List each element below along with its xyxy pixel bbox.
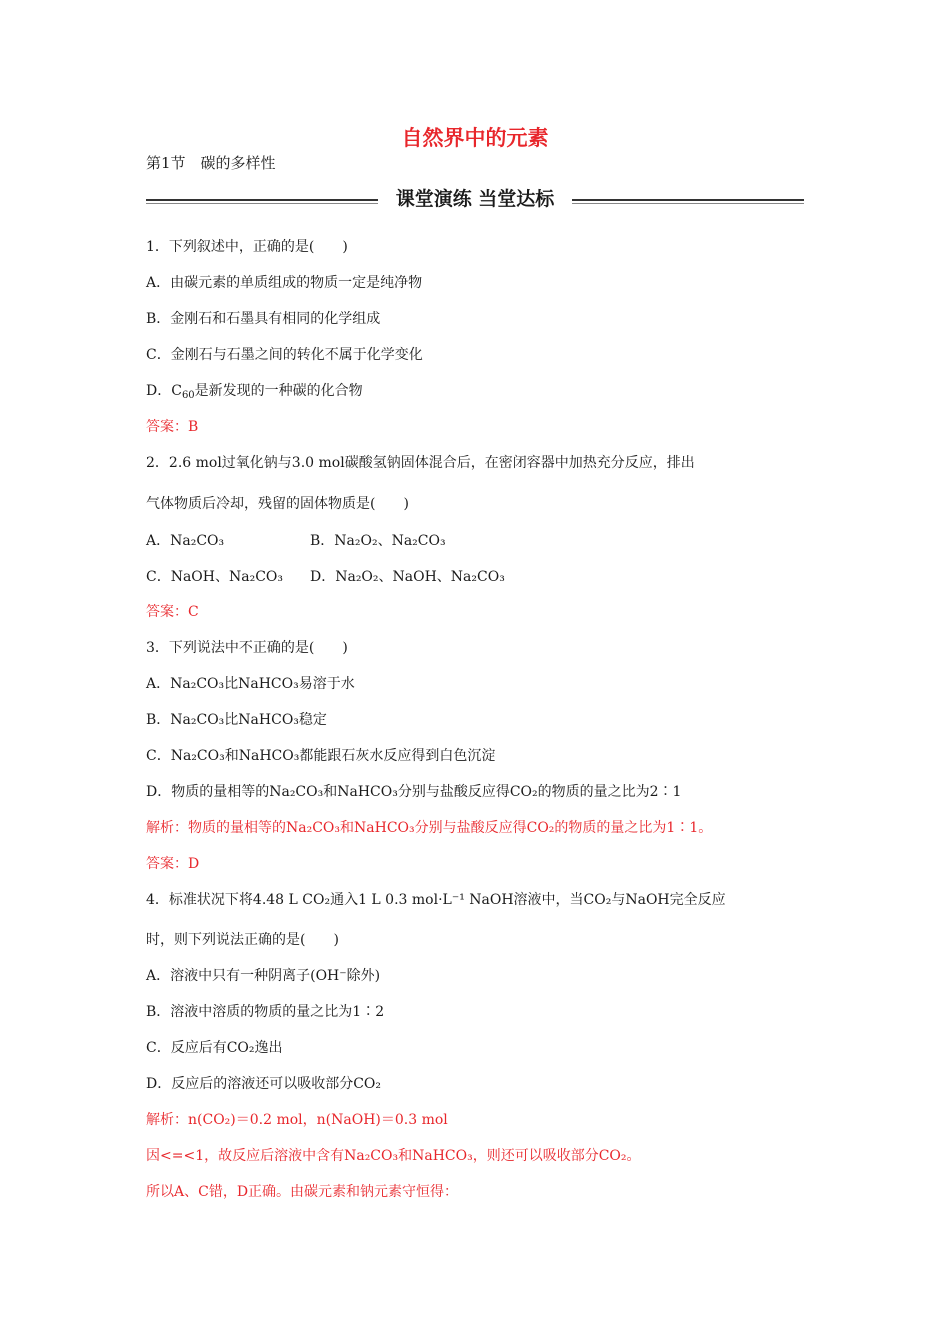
banner-text: 课堂演练 当堂达标 (395, 188, 555, 210)
q2-option-d: D．Na₂O₂、NaOH、Na₂CO₃ (310, 569, 505, 585)
q2-stem-line2: 气体物质后冷却，残留的固体物质是( ) (146, 496, 409, 512)
q3-option-a: A．Na₂CO₃比NaHCO₃易溶于水 (146, 676, 355, 692)
q3-option-d: D．物质的量相等的Na₂CO₃和NaHCO₃分别与盐酸反应得CO₂的物质的量之比为2∶1 (146, 784, 682, 800)
q1-option-c: C．金刚石与石墨之间的转化不属于化学变化 (146, 347, 423, 363)
q2-options-row1 (146, 531, 806, 551)
q1-option-d-suffix: 是新发现的一种碳的化合物 (194, 383, 363, 399)
q1-option-d-subscript: 60 (181, 390, 195, 401)
q3-option-b: B．Na₂CO₃比NaHCO₃稳定 (146, 712, 327, 728)
q1-option-a: A．由碳元素的单质组成的物质一定是纯净物 (146, 275, 423, 291)
banner-rule-right (572, 199, 804, 201)
q2-answer: 答案：C (146, 604, 199, 620)
q3-option-c: C．Na₂CO₃和NaHCO₃都能跟石灰水反应得到白色沉淀 (146, 748, 496, 764)
q1-option-d (146, 381, 363, 401)
q1-option-d-prefix: D．C (146, 383, 182, 399)
q1-option-b: B．金刚石和石墨具有相同的化学组成 (146, 311, 381, 327)
section-heading: 第1节 碳的多样性 (146, 154, 276, 172)
q3-analysis: 解析：物质的量相等的Na₂CO₃和NaHCO₃分别与盐酸反应得CO₂的物质的量之比为1∶1。 (146, 820, 713, 836)
q3-answer: 答案：D (146, 856, 200, 872)
q2-stem-line1: 2．2.6 mol过氧化钠与3.0 mol碳酸氢钠固体混合后，在密闭容器中加热充分反应，排出 (146, 455, 695, 471)
q1-answer: 答案：B (146, 419, 199, 435)
q2-option-a: A．Na₂CO₃ (146, 533, 225, 549)
q4-option-c: C．反应后有CO₂逸出 (146, 1040, 283, 1056)
q4-analysis-line1: 解析：n(CO₂)＝0.2 mol，n(NaOH)＝0.3 mol (146, 1112, 448, 1128)
q2-option-c: C．NaOH、Na₂CO₃ (146, 569, 284, 585)
q4-stem-line1: 4．标准状况下将4.48 L CO₂通入1 L 0.3 mol·L⁻¹ NaOH溶液中，当CO₂与NaOH完全反应 (146, 892, 726, 908)
q3-stem: 3．下列说法中不正确的是( ) (146, 640, 348, 656)
q4-analysis-line3: 所以A、C错，D正确。由碳元素和钠元素守恒得： (146, 1184, 459, 1200)
q1-stem: 1．下列叙述中，正确的是( ) (146, 239, 348, 255)
banner-rule-left (146, 199, 378, 201)
document-title: 自然界中的元素 (401, 126, 549, 150)
q4-option-a: A．溶液中只有一种阴离子(OH⁻除外) (146, 968, 381, 984)
q4-option-b: B．溶液中溶质的物质的量之比为1∶2 (146, 1004, 385, 1020)
q4-option-d: D．反应后的溶液还可以吸收部分CO₂ (146, 1076, 382, 1092)
q2-option-b: B．Na₂O₂、Na₂CO₃ (310, 533, 446, 549)
section-banner (146, 186, 804, 212)
q4-analysis-line2: 因<=<1，故反应后溶液中含有Na₂CO₃和NaHCO₃，则还可以吸收部分CO₂。 (146, 1148, 641, 1164)
q4-stem-line2: 时，则下列说法正确的是( ) (146, 932, 339, 948)
q2-options-row2 (146, 567, 806, 587)
